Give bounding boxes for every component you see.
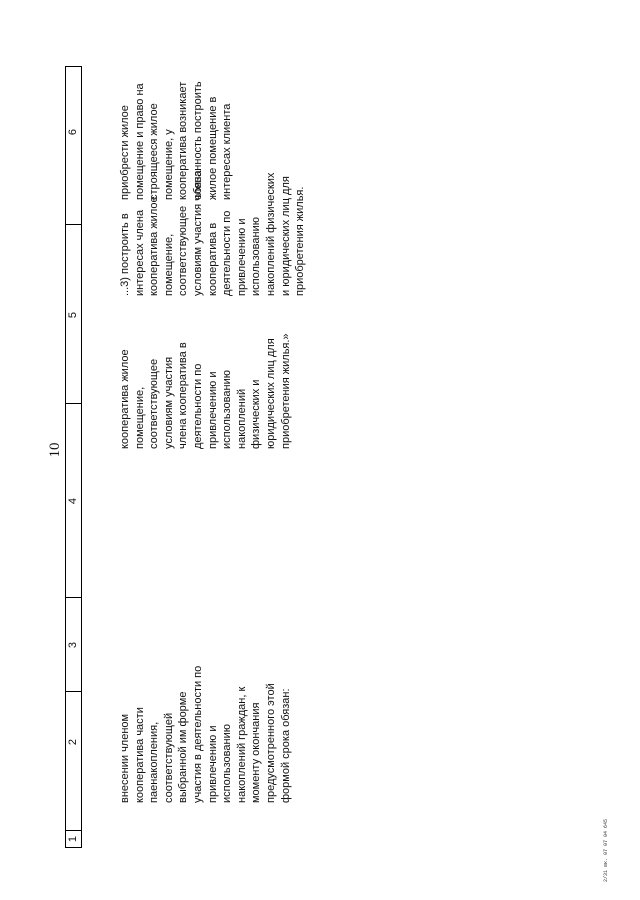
column-4-text: кооператива жилое помещение, соответствующее условиям участия члена кооператива в деятельности по привлечению и использованию накоплений физических и юридических лиц для приобретения жилья.» (119, 333, 292, 449)
column-number-5: 5 (67, 311, 79, 319)
page-number: 10 (47, 442, 63, 458)
column-number-1: 1 (67, 835, 79, 843)
column-2-text: внесении членом кооператива части паенакопления, соответствующей выбранной им форме участия в деятельности по привлечению и использованию накоплений граждан, к моменту окончания предусмотренного этой формой срока обязан: (119, 665, 292, 803)
print-stamp: 2/31 вк. 07 07 04 645 (603, 818, 609, 882)
column-6-text: приобрести жилое помещение и право на строящееся жилое помещение, у кооператива возникает обязанность построить жилое помещение в интересах клиента (119, 81, 234, 200)
table-header-row (65, 66, 82, 848)
column-number-4: 4 (67, 497, 79, 505)
column-5-text: ...3) построить в интересах члена кооператива жилое помещение, соответствующее условиям участия члена кооператива в деятельности по привлечению и использованию накоплений физических и юридических лиц для приобретения жилья. (119, 170, 307, 296)
column-number-3: 3 (67, 641, 79, 649)
column-divider (66, 403, 81, 404)
column-divider (66, 224, 81, 225)
column-divider (66, 691, 81, 692)
column-divider (66, 597, 81, 598)
column-number-2: 2 (67, 738, 79, 746)
column-number-6: 6 (67, 128, 79, 136)
